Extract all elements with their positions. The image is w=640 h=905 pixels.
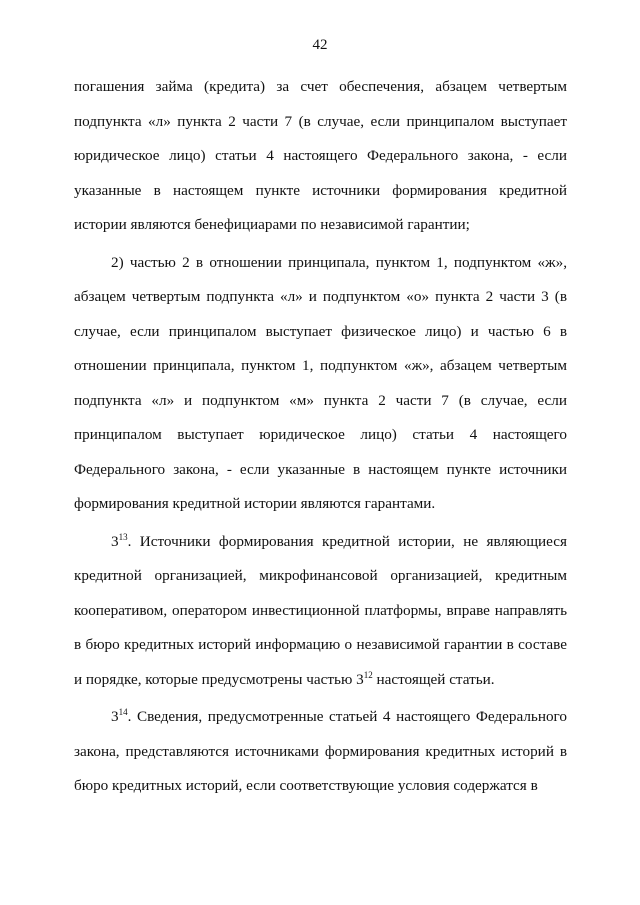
- paragraph-item-2: 2) частью 2 в отношении принципала, пунктом 1, подпунктом «ж», абзацем четвертым подпункта «л» и подпунктом «о» пункта 2 части 3 (в случае, если принципалом выступает физическое лицо) и частью 6 в отношении принципала, пунктом 1, подпунктом «ж», абзацем четвертым подпункта «л» и подпунктом «м» пункта 2 части 7 (в случае, если принципалом выступает юридическое лицо) статьи 4 настоящего Федерального закона, - если указанные в настоящем пункте источники формирования кредитной истории являются гарантами.: [74, 253, 567, 512]
- part-number: 3: [111, 532, 119, 550]
- paragraph-part-3-13: [74, 525, 567, 698]
- paragraph-tail: настоящей статьи.: [372, 670, 495, 688]
- page-number: 42: [312, 37, 328, 53]
- reference-superscript: 12: [363, 669, 373, 680]
- part-superscript: 14: [118, 707, 128, 717]
- paragraph-part-3-14: [74, 700, 567, 804]
- part-superscript: 13: [118, 531, 128, 542]
- paragraph-text: . Источники формирования кредитной истории, не являющиеся кредитной организацией, микрофинансовой организацией, кредитным кооперативом, оператором инвестиционной платформы, вправе направлять в бюро кредитных историй информацию о независимой гарантии в составе и порядке, которые предусмотрены частью 3: [74, 532, 567, 688]
- paragraph-continuation: погашения займа (кредита) за счет обеспечения, абзацем четвертым подпункта «л» пункта 2 части 7 (в случае, если принципалом выступает юридическое лицо) статьи 4 настоящего Федерального закона, - если указанные в настоящем пункте источники формирования кредитной истории являются бенефициарами по независимой гарантии;: [74, 78, 567, 233]
- paragraph-text: . Сведения, предусмотренные статьей 4 настоящего Федерального закона, представляются источниками формирования кредитных историй в бюро кредитных историй, если соответствующие условия содержатся в: [74, 708, 567, 794]
- part-number: 3: [111, 708, 119, 725]
- document-body: [74, 70, 567, 804]
